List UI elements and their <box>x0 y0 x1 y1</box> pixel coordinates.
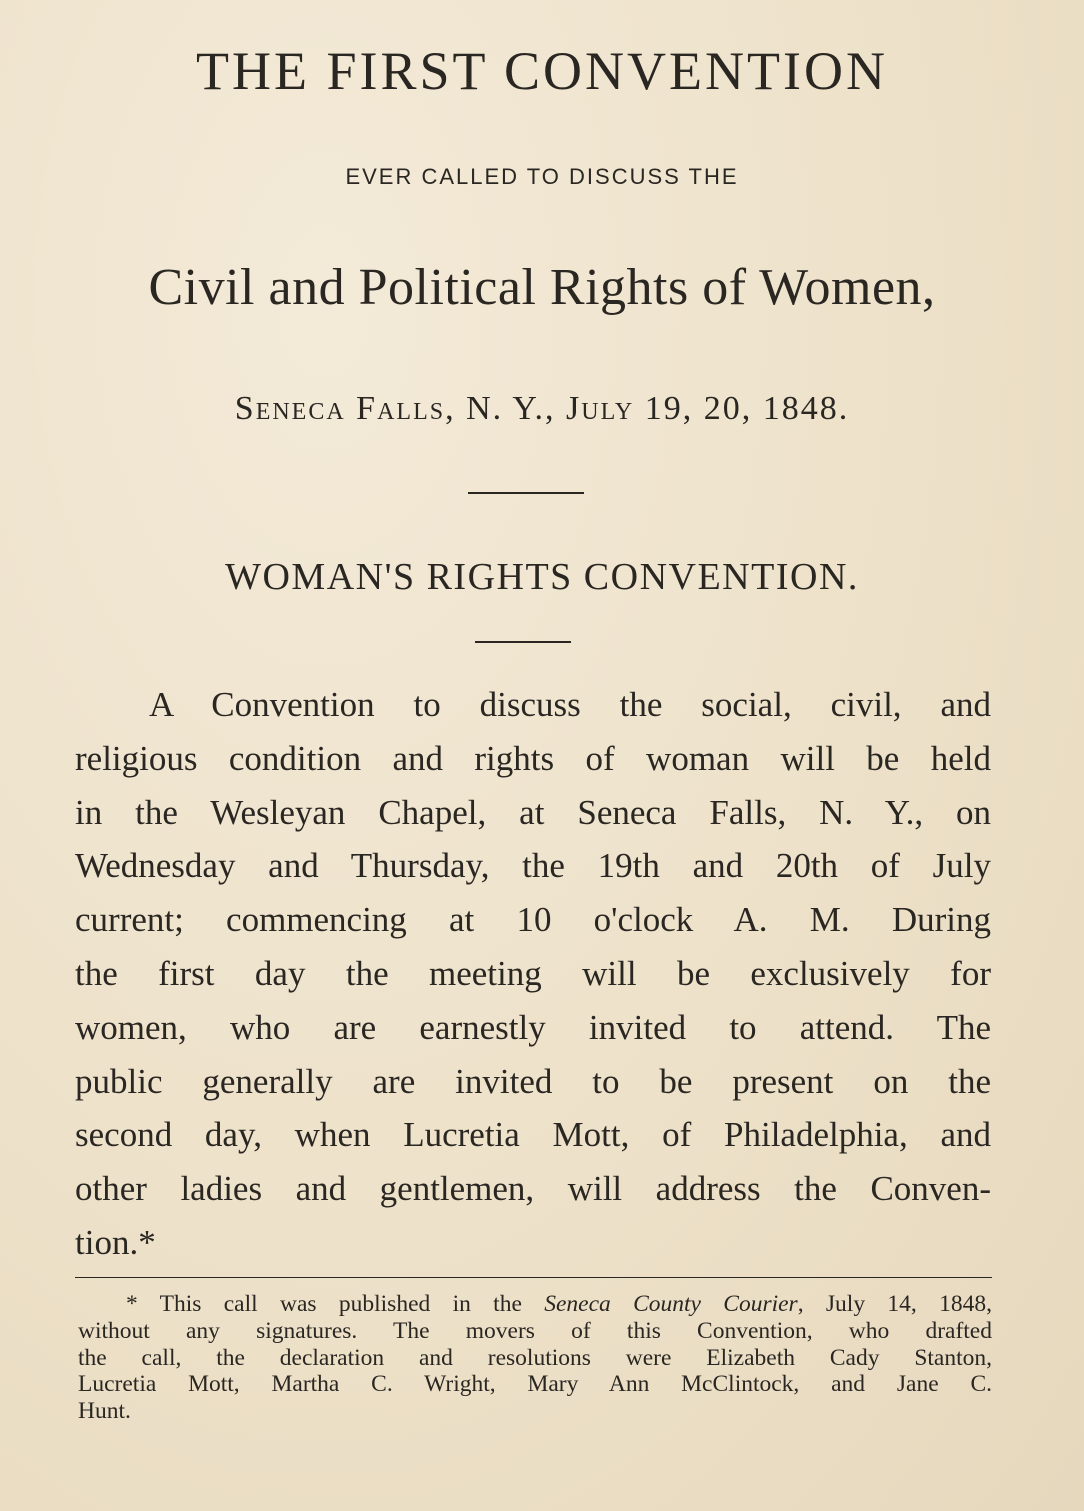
body-line: women, who are earnestly invited to attend. The <box>75 1007 991 1047</box>
section-title: WOMAN'S RIGHTS CONVENTION. <box>225 556 859 598</box>
divider-rule <box>468 492 584 494</box>
body-paragraph <box>75 678 991 1270</box>
body-line: the first day the meeting will be exclusively for <box>75 953 991 993</box>
body-line: current; commencing at 10 o'clock A. M. During <box>75 900 991 940</box>
footnote-line <box>78 1291 992 1318</box>
body-line: A Convention to discuss the social, civil, and <box>149 685 991 724</box>
subtitle: EVER CALLED TO DISCUSS THE <box>345 164 739 189</box>
page-title: THE FIRST CONVENTION <box>196 41 888 101</box>
footnote-line: the call, the declaration and resolutions were Elizabeth Cady Stanton, <box>78 1344 992 1371</box>
footnote-text: , July 14, 1848, <box>797 1291 992 1317</box>
footnote <box>78 1291 992 1425</box>
newspaper-title: Seneca County Courier <box>544 1291 798 1317</box>
body-line: public generally are invited to be present on the <box>75 1061 991 1101</box>
body-line: Wednesday and Thursday, the 19th and 20th of July <box>75 846 991 886</box>
footnote-rule <box>75 1277 992 1278</box>
place-date: Seneca Falls, N. Y., July 19, 20, 1848. <box>234 390 850 427</box>
footnote-line: Lucretia Mott, Martha C. Wright, Mary Ann McClintock, and Jane C. <box>78 1371 992 1398</box>
body-line: second day, when Lucretia Mott, of Philadelphia, and <box>75 1115 991 1155</box>
body-line: other ladies and gentlemen, will address the Conven- <box>75 1169 991 1209</box>
main-heading: Civil and Political Rights of Women, <box>148 259 936 316</box>
footnote-text: * This call was published in the <box>126 1291 545 1317</box>
footnote-line: Hunt. <box>78 1398 131 1425</box>
body-line: in the Wesleyan Chapel, at Seneca Falls, N. Y., on <box>75 792 991 832</box>
divider-rule <box>475 641 571 643</box>
body-line: religious condition and rights of woman will be held <box>75 738 991 778</box>
body-line: tion.* <box>75 1222 156 1262</box>
footnote-line: without any signatures. The movers of this Convention, who drafted <box>78 1317 992 1344</box>
